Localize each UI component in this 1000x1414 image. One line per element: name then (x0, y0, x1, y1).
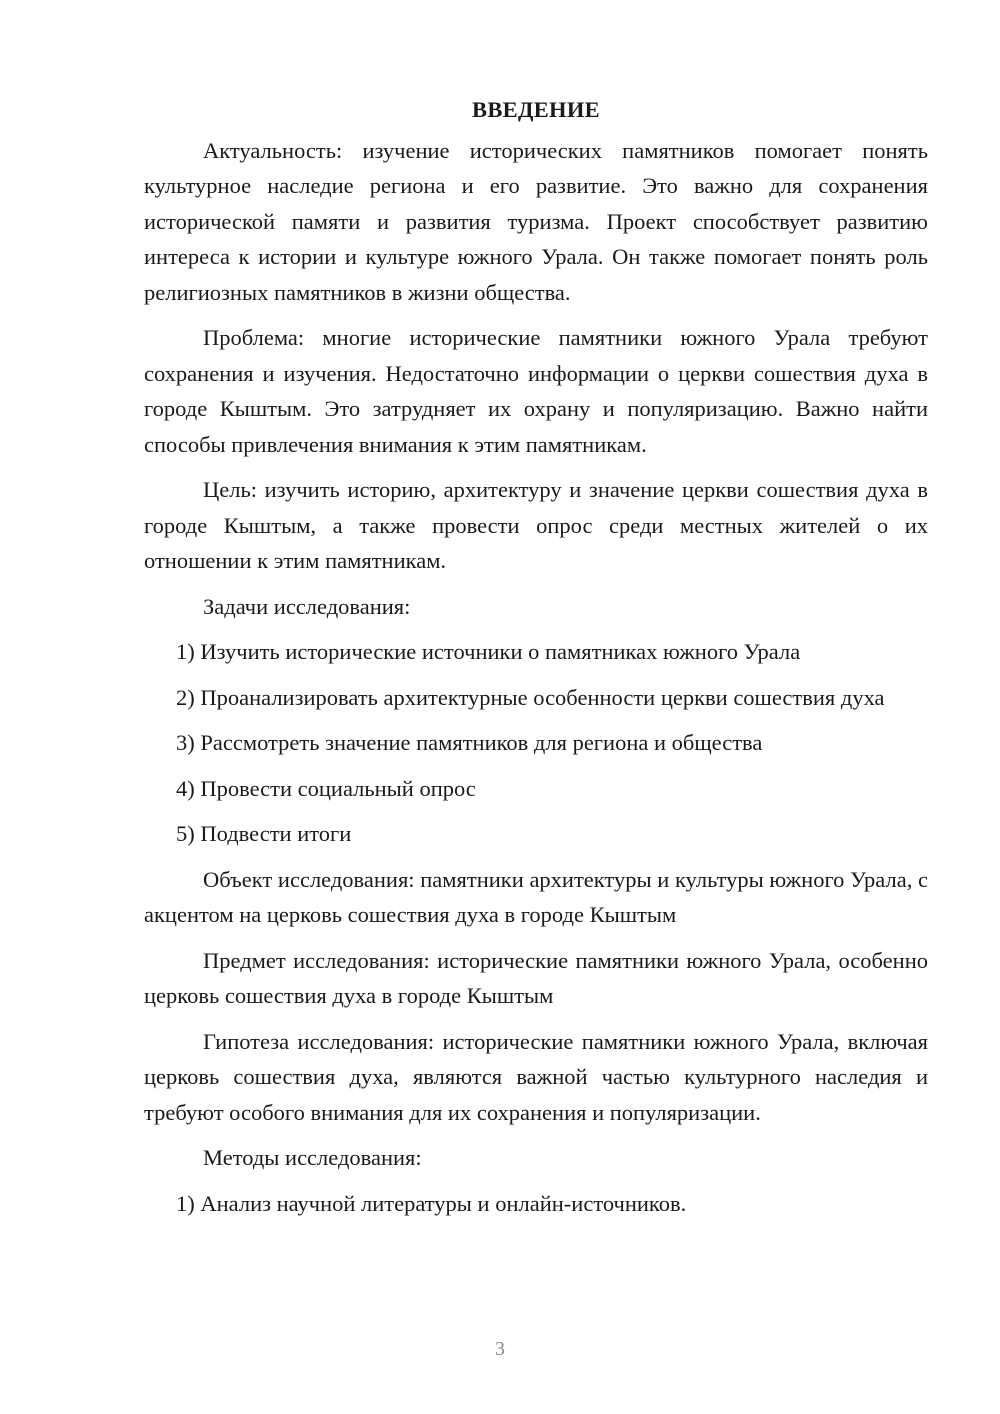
task-item: 4) Провести социальный опрос (176, 775, 476, 801)
object-paragraph: Объект исследования: памятники архитектуры и культуры южного Урала, с акцентом на церковь сошествия духа в городе Кыштым (144, 866, 928, 927)
task-item: 3) Рассмотреть значение памятников для региона и общества (176, 730, 763, 755)
subject-paragraph: Предмет исследования: исторические памятники южного Урала, особенно церковь сошествия духа в городе Кыштым (144, 947, 928, 1008)
page-content (144, 92, 928, 1231)
methods-label: Методы исследования: (203, 1145, 422, 1170)
tasks-label: Задачи исследования: (203, 593, 411, 619)
relevance-paragraph: Актуальность: изучение исторических памятников помогает понять культурное наследие региона и его развитие. Это важно для сохранения исторической памяти и развития туризма. Проект способствует развитию интереса к истории и культуре южного Урала. Он также помогает понять роль религиозных памятников в жизни общества. (144, 137, 928, 305)
hypothesis-paragraph: Гипотеза исследования: исторические памятники южного Урала, включая церковь сошествия духа, являются важной частью культурного наследия и требуют особого внимания для их сохранения и популяризации. (144, 1028, 928, 1125)
problem-paragraph: Проблема: многие исторические памятники южного Урала требуют сохранения и изучения. Недостаточно информации о церкви сошествия духа в городе Кыштым. Это затрудняет их охрану и популяризацию. Важно найти способы привлечения внимания к этим памятникам. (144, 325, 928, 457)
page-number: 3 (495, 1338, 505, 1360)
method-item: 1) Анализ научной литературы и онлайн-источников. (176, 1190, 687, 1216)
task-item: 2) Проанализировать архитектурные особенности церкви сошествия духа (176, 684, 885, 710)
goal-paragraph: Цель: изучить историю, архитектуру и значение церкви сошествия духа в городе Кыштым, а также провести опрос среди местных жителей о их отношении к этим памятникам. (144, 477, 928, 573)
section-title: ВВЕДЕНИЕ (472, 97, 600, 122)
task-item: 5) Подвести итоги (176, 821, 352, 846)
task-item: 1) Изучить исторические источники о памятниках южного Урала (176, 639, 801, 664)
